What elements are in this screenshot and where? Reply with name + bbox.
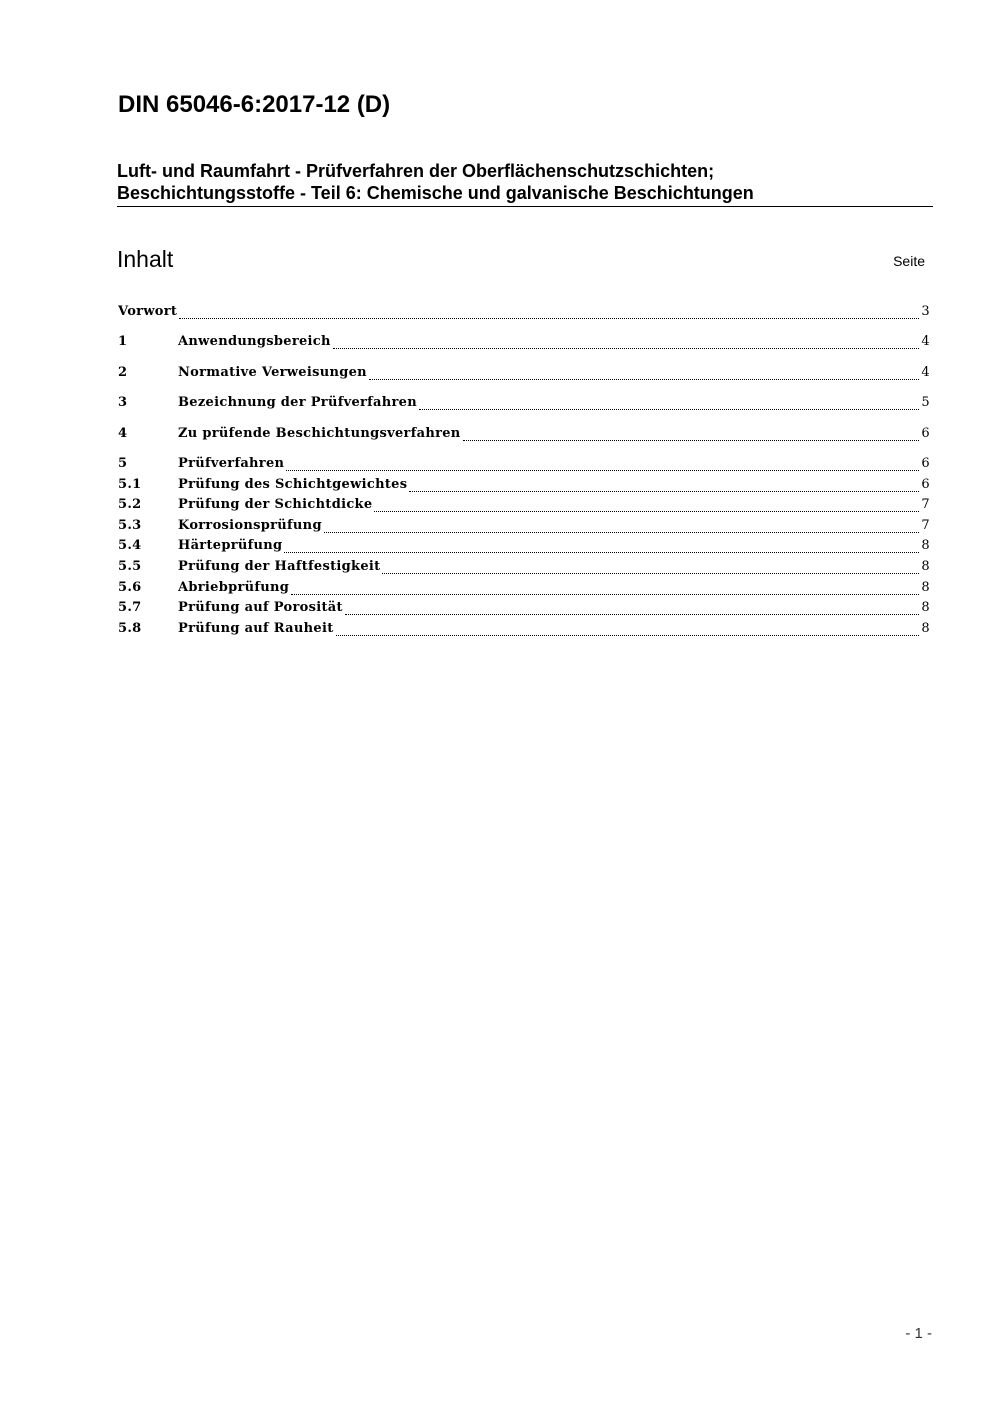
toc-entry-page: 3	[921, 304, 930, 319]
toc-entry-page: 8	[921, 559, 930, 574]
toc-entry-page: 4	[921, 334, 930, 349]
toc-entry-page: 8	[921, 600, 930, 615]
toc-dot-leader	[286, 466, 919, 471]
toc-entry-number: 1	[118, 334, 128, 349]
toc-entry-number: 3	[118, 395, 128, 410]
toc-entry-label: Prüfung der Schichtdicke	[178, 497, 373, 512]
toc-entry-5-1[interactable]	[118, 475, 930, 495]
toc-entry-page: 8	[921, 538, 930, 553]
toc-entry-5-5[interactable]	[118, 557, 930, 577]
toc-entry-number: 5.8	[118, 621, 142, 636]
toc-entry-page: 6	[921, 426, 930, 441]
toc-entry-5-8[interactable]	[118, 619, 930, 639]
toc-dot-leader	[324, 528, 920, 533]
toc-dot-leader	[284, 548, 919, 553]
page-number: - 1 -	[905, 1325, 932, 1342]
toc-entry-label: Zu prüfende Beschichtungsverfahren	[178, 426, 461, 441]
toc-entry-label: Prüfverfahren	[178, 456, 285, 471]
toc-entry-label: Abriebprüfung	[178, 580, 290, 595]
toc-entry-label: Anwendungsbereich	[178, 334, 331, 349]
toc-entry-number: 5	[118, 456, 128, 471]
document-title-line-2: Beschichtungsstoffe - Teil 6: Chemische und galvanische Beschichtungen	[117, 183, 754, 203]
toc-entry-label: Prüfung auf Rauheit	[178, 621, 334, 636]
toc-entry-label: Vorwort	[118, 304, 178, 319]
toc-entry-number: 5.1	[118, 477, 142, 492]
toc-entry-1[interactable]	[118, 332, 930, 352]
toc-entry-3[interactable]	[118, 393, 930, 413]
document-title-line-1: Luft- und Raumfahrt - Prüfverfahren der Oberflächenschutzschichten;	[117, 161, 715, 181]
toc-entry-label: Normative Verweisungen	[178, 365, 367, 380]
toc-entry-page: 6	[921, 477, 930, 492]
toc-dot-leader	[382, 569, 919, 574]
toc-heading: Inhalt	[117, 246, 174, 272]
toc-entry-5-4[interactable]	[118, 536, 930, 556]
toc-entry-4[interactable]	[118, 424, 930, 444]
toc-dot-leader	[291, 590, 919, 595]
toc-entry-5-2[interactable]	[118, 495, 930, 515]
toc-entry-number: 5.4	[118, 538, 142, 553]
table-of-contents	[118, 0, 930, 1403]
toc-entry-5[interactable]	[118, 454, 930, 474]
toc-dot-leader	[336, 631, 920, 636]
toc-entry-label: Härteprüfung	[178, 538, 283, 553]
toc-entry-page: 7	[921, 518, 930, 533]
toc-entry-page: 8	[921, 621, 930, 636]
toc-entry-label: Korrosionsprüfung	[178, 518, 322, 533]
toc-entry-label: Bezeichnung der Prüfverfahren	[178, 395, 418, 410]
toc-dot-leader	[463, 436, 920, 441]
toc-dot-leader	[369, 375, 919, 380]
toc-dot-leader	[374, 507, 919, 512]
toc-entry-number: 5.6	[118, 580, 142, 595]
toc-dot-leader	[333, 344, 920, 349]
toc-dot-leader	[419, 405, 919, 410]
toc-entry-number: 4	[118, 426, 128, 441]
toc-entry-number: 5.7	[118, 600, 142, 615]
toc-entry-page: 8	[921, 580, 930, 595]
toc-entry-5-7[interactable]	[118, 598, 930, 618]
toc-entry-page: 5	[921, 395, 930, 410]
toc-entry-number: 5.2	[118, 497, 142, 512]
toc-entry-number: 2	[118, 365, 128, 380]
toc-entry-vorwort[interactable]	[118, 302, 930, 322]
toc-dot-leader	[409, 487, 919, 492]
toc-dot-leader	[345, 610, 920, 615]
toc-entry-5-3[interactable]	[118, 516, 930, 536]
toc-dot-leader	[179, 314, 919, 319]
document-id: DIN 65046-6:2017-12 (D)	[118, 91, 391, 118]
toc-entry-number: 5.5	[118, 559, 142, 574]
toc-entry-2[interactable]	[118, 363, 930, 383]
toc-entry-label: Prüfung auf Porosität	[178, 600, 343, 615]
toc-page-column-label: Seite	[893, 253, 925, 269]
toc-entry-number: 5.3	[118, 518, 142, 533]
toc-entry-page: 7	[921, 497, 930, 512]
toc-entry-label: Prüfung der Haftfestigkeit	[178, 559, 381, 574]
toc-entry-label: Prüfung des Schichtgewichtes	[178, 477, 408, 492]
toc-entry-5-6[interactable]	[118, 578, 930, 598]
toc-entry-page: 6	[921, 456, 930, 471]
toc-entry-page: 4	[921, 365, 930, 380]
